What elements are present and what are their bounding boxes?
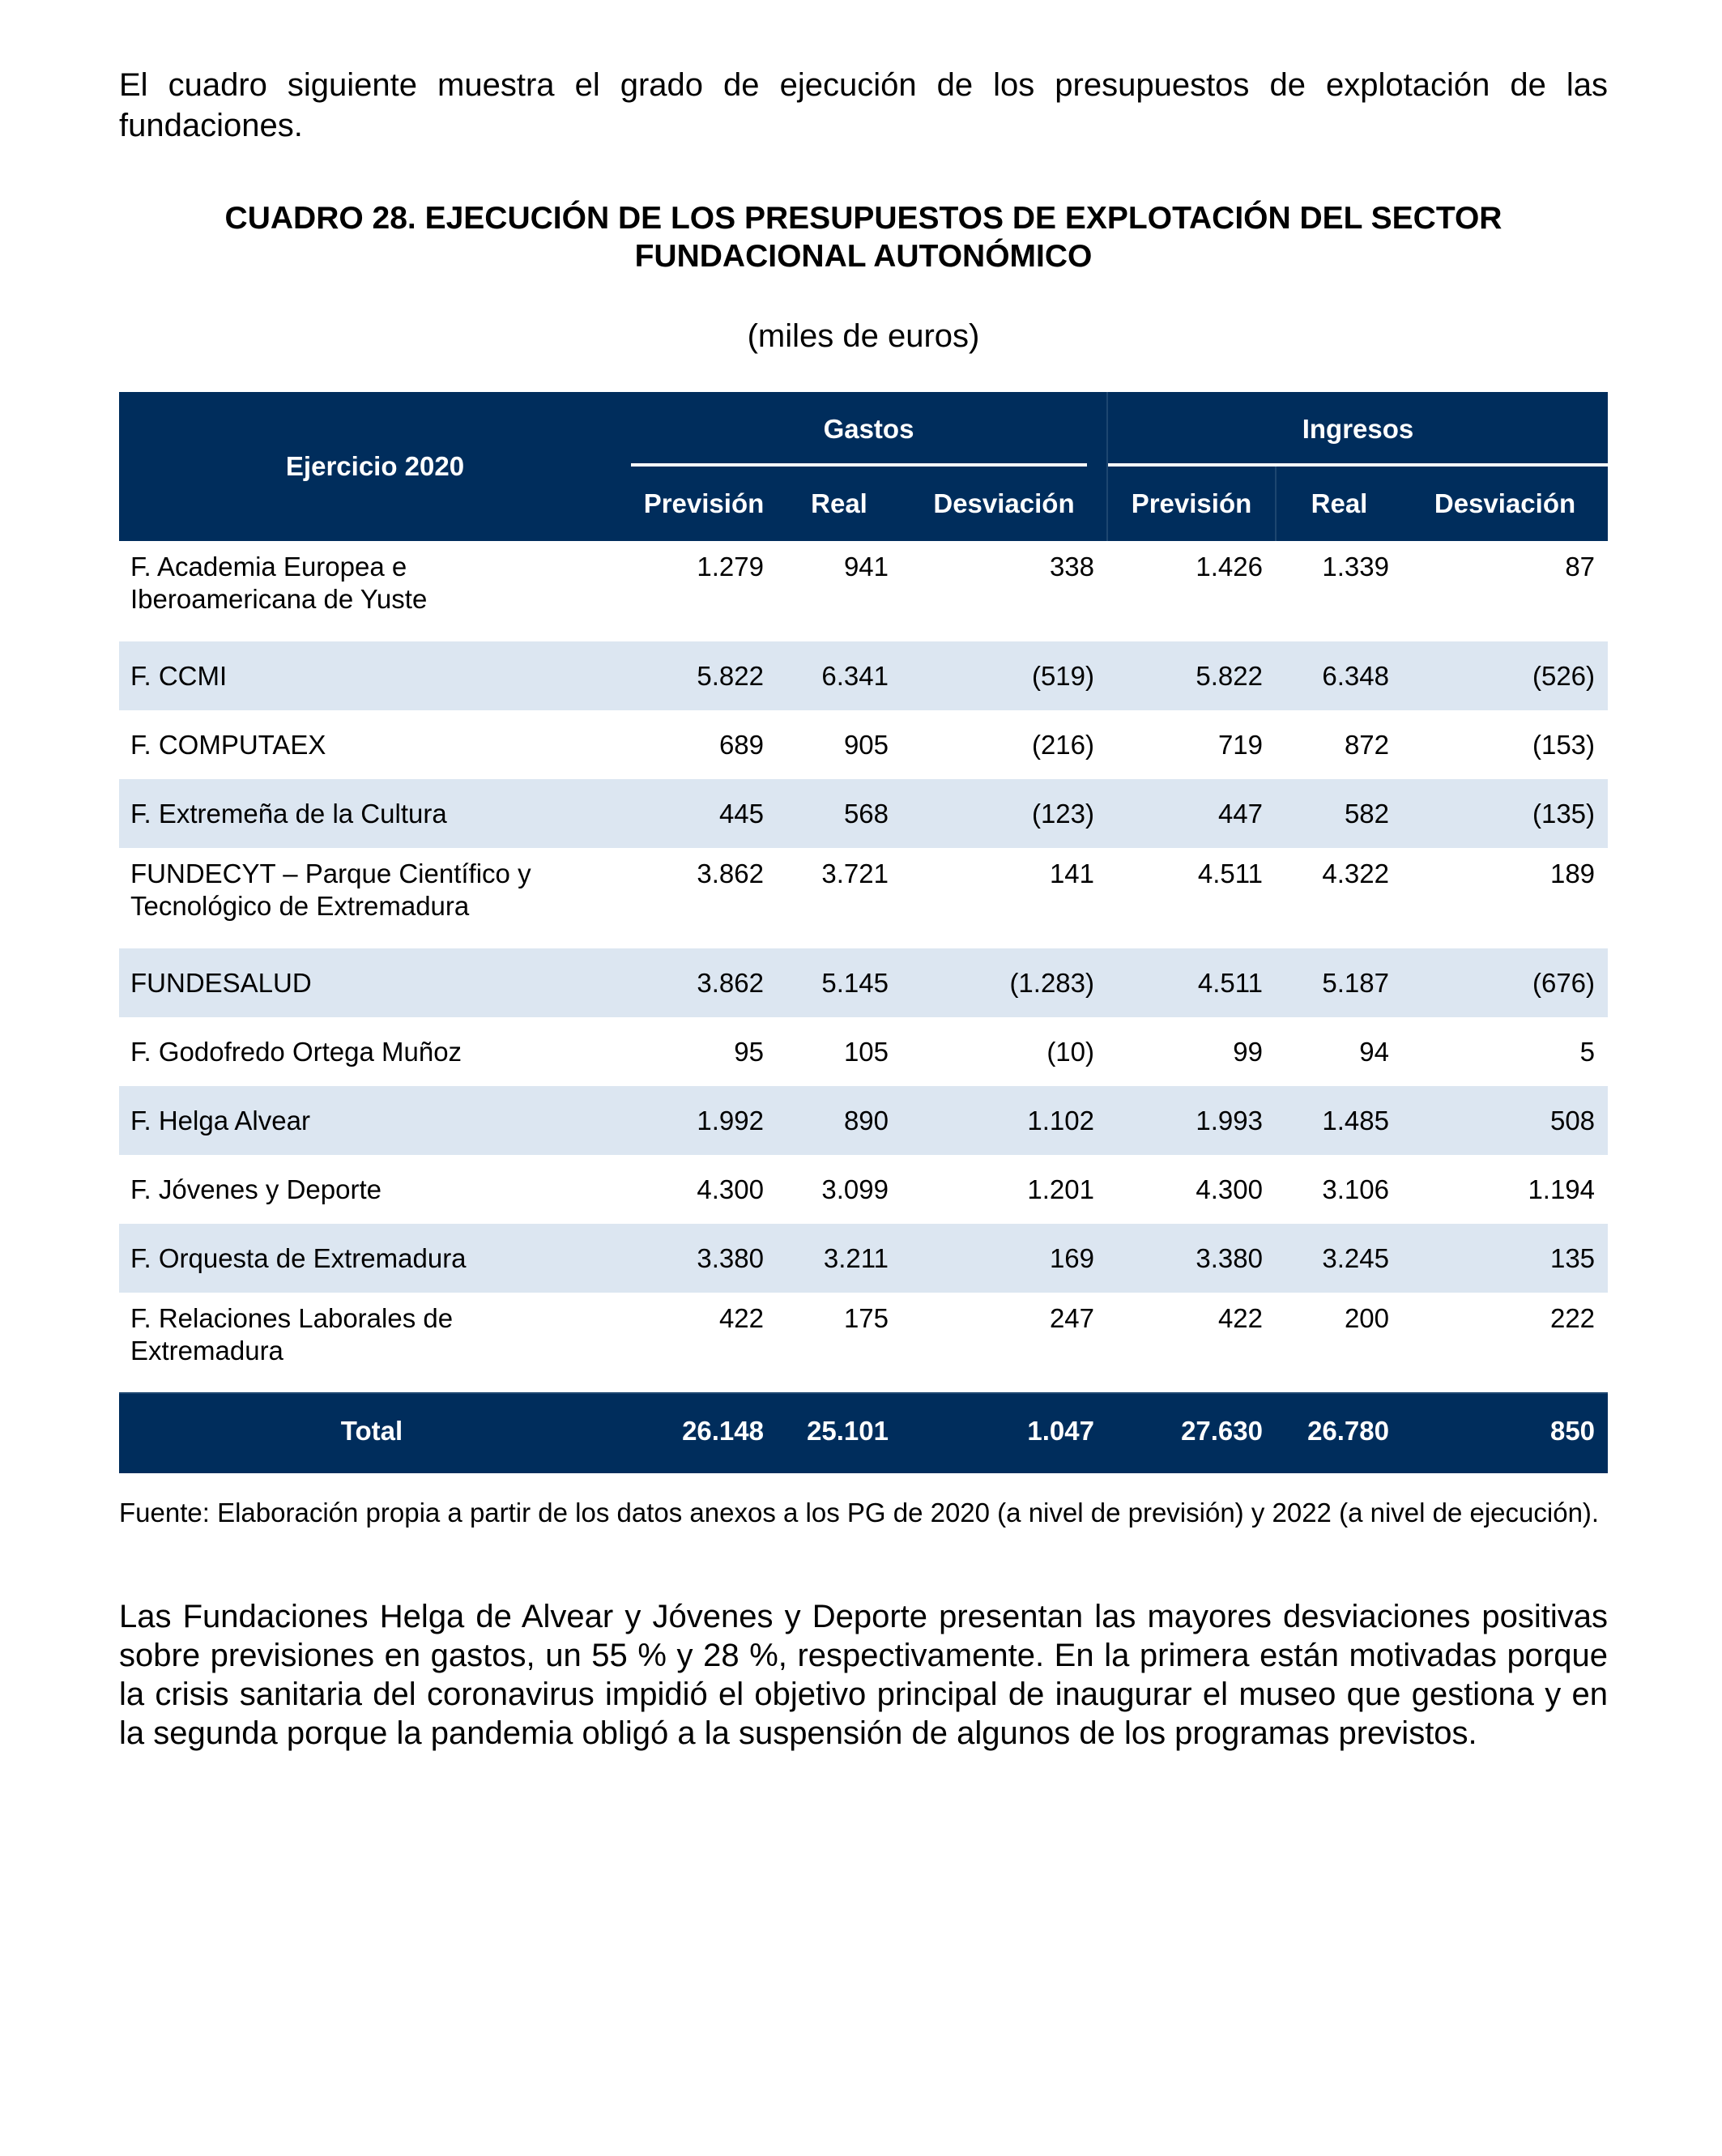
table-row <box>119 1293 1608 1393</box>
header-gastos-prevision: Previsión <box>631 467 777 541</box>
row-name <box>119 541 631 641</box>
cell-gastos-desviacion: (519) <box>901 641 1107 710</box>
cell-gastos-real: 568 <box>777 779 901 848</box>
cell-gastos-prevision: 95 <box>734 1036 764 1067</box>
cell-ingresos-desviacion: (153) <box>1532 729 1596 760</box>
cell-gastos-prevision: 422 <box>718 1303 764 1333</box>
cell-ingresos-prevision: 5.822 <box>1107 641 1276 710</box>
row-name: F. Extremeña de la Cultura <box>119 779 631 848</box>
cell-ingresos-prevision: 422 <box>1217 1303 1263 1333</box>
row-name <box>119 848 631 948</box>
cell-gastos-desviacion: (216) <box>1031 729 1094 760</box>
cell-ingresos-desviacion: 5 <box>1579 1036 1596 1067</box>
cell-ingresos-prevision: 719 <box>1217 729 1263 760</box>
cell-ingresos-desviacion: (676) <box>1402 948 1608 1017</box>
table-row <box>119 1017 1608 1086</box>
cell-gastos-prevision: 3.862 <box>631 948 777 1017</box>
cell-gastos-desviacion: 338 <box>1049 552 1094 582</box>
cell-gastos-real: 3.211 <box>777 1224 901 1293</box>
header-underline <box>631 463 1087 467</box>
table-title-line-1: CUADRO 28. EJECUCIÓN DE LOS PRESUPUESTOS DE EXPLOTACIÓN DEL SECTOR <box>224 201 1502 236</box>
closing-paragraph: Las Fundaciones Helga de Alvear y Jóvenes y Deporte presentan las mayores desviaciones positivas sobre previsiones en gastos, un 55 % y 28 %, respectivamente. En la primera están motivadas porque la crisis sanitaria del coronavirus impidió el objetivo principal de inaugurar el museo que gestiona y en la segunda porque la pandemia obligó a la suspensión de algunos de los programas previstos. <box>119 1599 1608 1751</box>
total-row <box>119 1393 1608 1471</box>
cell-gastos-prevision: 689 <box>718 729 764 760</box>
cell-gastos-prevision: 445 <box>631 779 777 848</box>
table-row <box>119 1086 1608 1155</box>
cell-gastos-prevision: 3.380 <box>631 1224 777 1293</box>
header-group-gastos <box>631 392 1107 467</box>
cell-ingresos-desviacion: (526) <box>1402 641 1608 710</box>
cell-ingresos-prevision: 3.380 <box>1107 1224 1276 1293</box>
cell-ingresos-desviacion: 189 <box>1549 859 1596 888</box>
table-row <box>119 1155 1608 1224</box>
row-name: F. COMPUTAEX <box>130 729 326 760</box>
row-name-line-1: F. Academia Europea e <box>130 552 407 582</box>
table-row <box>119 710 1608 779</box>
cell-gastos-desviacion: (10) <box>1046 1036 1094 1067</box>
total-ingresos-desviacion: 850 <box>1402 1393 1608 1471</box>
header-gastos-desviacion: Desviación <box>901 467 1107 541</box>
cell-ingresos-prevision: 4.511 <box>1107 948 1276 1017</box>
table-row <box>119 779 1608 848</box>
cell-ingresos-real: 1.485 <box>1276 1086 1402 1155</box>
cell-ingresos-prevision: 1.426 <box>1196 552 1263 582</box>
cell-ingresos-desviacion: 508 <box>1402 1086 1608 1155</box>
cell-ingresos-prevision: 1.993 <box>1107 1086 1276 1155</box>
header-ingresos-real: Real <box>1276 467 1402 541</box>
table-title <box>119 199 1608 275</box>
table-row <box>119 641 1608 710</box>
cell-ingresos-real: 1.339 <box>1322 552 1389 582</box>
cell-ingresos-real: 6.348 <box>1276 641 1402 710</box>
cell-gastos-desviacion: 1.201 <box>1027 1174 1094 1204</box>
cell-gastos-prevision: 1.279 <box>697 552 764 582</box>
row-name: F. Jóvenes y Deporte <box>130 1174 381 1204</box>
total-ingresos-prevision: 27.630 <box>1107 1393 1276 1471</box>
row-name <box>119 1293 631 1393</box>
header-group-ingresos <box>1107 392 1608 467</box>
header-group-gastos-label: Gastos <box>823 414 914 444</box>
header-ingresos-prevision: Previsión <box>1107 467 1276 541</box>
cell-ingresos-real: 3.106 <box>1322 1174 1389 1204</box>
table-title-line-2: FUNDACIONAL AUTONÓMICO <box>634 239 1093 274</box>
row-name: F. Orquesta de Extremadura <box>119 1224 631 1293</box>
header-ejercicio: Ejercicio 2020 <box>119 392 631 541</box>
cell-ingresos-real: 3.245 <box>1276 1224 1402 1293</box>
budget-execution-table <box>119 392 1608 1473</box>
cell-gastos-real: 175 <box>843 1303 889 1333</box>
header-group-ingresos-label: Ingresos <box>1302 414 1414 444</box>
cell-gastos-desviacion: 141 <box>1049 859 1094 888</box>
cell-gastos-desviacion: (1.283) <box>901 948 1107 1017</box>
cell-gastos-real: 3.099 <box>821 1174 889 1204</box>
cell-ingresos-desviacion: 87 <box>1565 552 1596 582</box>
total-gastos-prevision: 26.148 <box>631 1393 777 1471</box>
cell-gastos-prevision: 3.862 <box>697 859 764 888</box>
cell-ingresos-real: 5.187 <box>1276 948 1402 1017</box>
cell-ingresos-real: 200 <box>1344 1303 1389 1333</box>
total-gastos-real: 25.101 <box>777 1393 901 1471</box>
cell-ingresos-desviacion: 135 <box>1402 1224 1608 1293</box>
row-name-line-1: F. Relaciones Laborales de <box>130 1303 454 1333</box>
cell-ingresos-real: 4.322 <box>1322 859 1389 888</box>
cell-ingresos-desviacion: 222 <box>1549 1303 1596 1333</box>
table-row <box>119 1224 1608 1293</box>
table-row <box>119 948 1608 1017</box>
cell-gastos-desviacion: 1.102 <box>901 1086 1107 1155</box>
cell-gastos-real: 5.145 <box>777 948 901 1017</box>
cell-ingresos-prevision: 99 <box>1233 1036 1263 1067</box>
row-name: F. Godofredo Ortega Muñoz <box>130 1036 462 1067</box>
cell-ingresos-prevision: 447 <box>1107 779 1276 848</box>
cell-ingresos-desviacion: 1.194 <box>1528 1174 1596 1204</box>
cell-gastos-real: 105 <box>843 1036 889 1067</box>
row-name-line-2: Extremadura <box>130 1336 283 1366</box>
cell-gastos-prevision: 1.992 <box>631 1086 777 1155</box>
cell-gastos-real: 941 <box>843 552 889 582</box>
cell-gastos-prevision: 4.300 <box>697 1174 764 1204</box>
cell-ingresos-desviacion: (135) <box>1402 779 1608 848</box>
cell-gastos-real: 890 <box>777 1086 901 1155</box>
cell-gastos-desviacion: (123) <box>901 779 1107 848</box>
source-note: Fuente: Elaboración propia a partir de los datos anexos a los PG de 2020 (a nivel de previsión) y 2022 (a nivel de ejecución). <box>119 1498 1600 1528</box>
cell-ingresos-real: 872 <box>1344 729 1389 760</box>
cell-gastos-desviacion: 247 <box>1049 1303 1094 1333</box>
total-label: Total <box>119 1393 631 1471</box>
row-name-line-1: FUNDECYT – Parque Científico y <box>130 859 531 888</box>
table-row <box>119 541 1608 641</box>
cell-ingresos-prevision: 4.511 <box>1197 859 1263 888</box>
total-gastos-desviacion: 1.047 <box>901 1393 1107 1471</box>
cell-ingresos-real: 582 <box>1276 779 1402 848</box>
row-name-line-2: Tecnológico de Extremadura <box>130 891 470 921</box>
cell-gastos-desviacion: 169 <box>901 1224 1107 1293</box>
header-underline <box>1108 463 1608 467</box>
intro-paragraph: El cuadro siguiente muestra el grado de ejecución de los presupuestos de explotación de las fundaciones. <box>119 67 1608 143</box>
cell-gastos-real: 6.341 <box>777 641 901 710</box>
cell-gastos-prevision: 5.822 <box>631 641 777 710</box>
cell-gastos-real: 3.721 <box>821 859 889 888</box>
header-gastos-real: Real <box>777 467 901 541</box>
header-ingresos-desviacion: Desviación <box>1402 467 1608 541</box>
row-name-line-2: Iberoamericana de Yuste <box>130 584 428 614</box>
cell-gastos-real: 905 <box>843 729 889 760</box>
cell-ingresos-real: 94 <box>1359 1036 1389 1067</box>
row-name: F. Helga Alvear <box>119 1086 631 1155</box>
cell-ingresos-prevision: 4.300 <box>1196 1174 1263 1204</box>
total-ingresos-real: 26.780 <box>1276 1393 1402 1471</box>
table-row <box>119 848 1608 948</box>
row-name: F. CCMI <box>119 641 631 710</box>
row-name: FUNDESALUD <box>119 948 631 1017</box>
units-caption: (miles de euros) <box>747 318 980 354</box>
